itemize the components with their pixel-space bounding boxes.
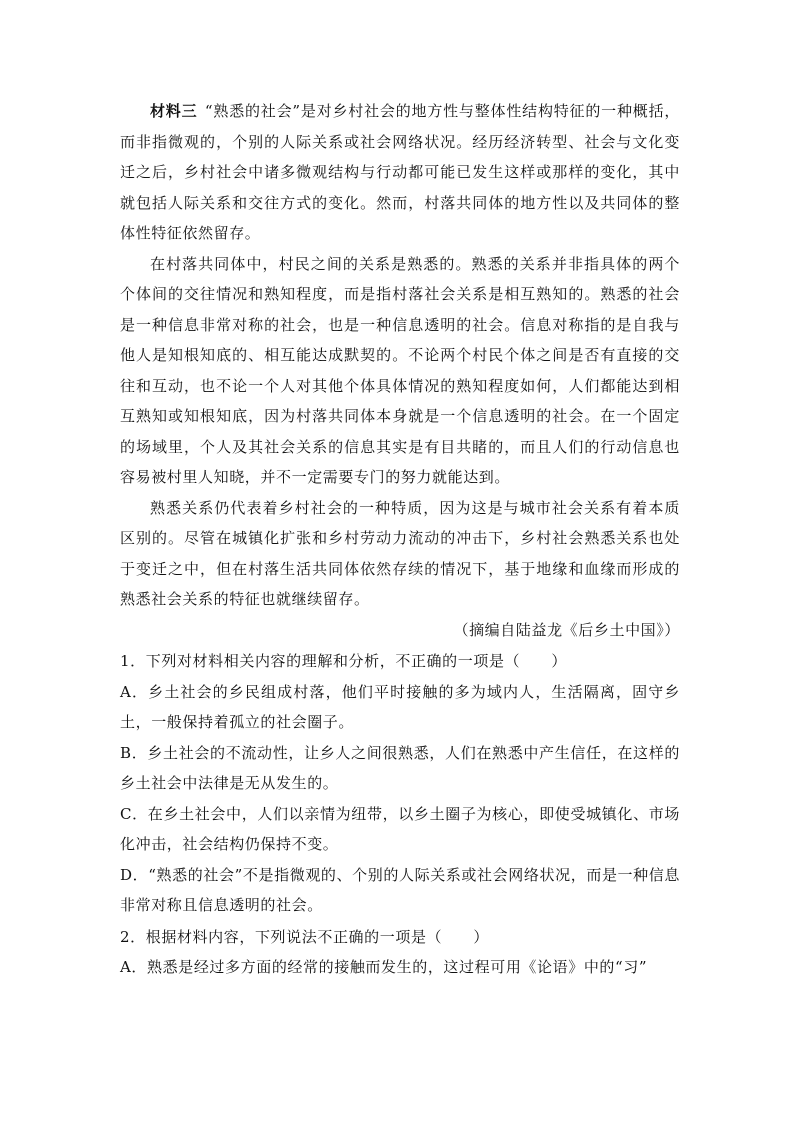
question-1-option-d: D．“熟悉的社会”不是指微观的、个别的人际关系或社会网络状况，而是一种信息非常对称且信息透明的社会。 <box>120 865 680 914</box>
question-2-stem: 2．根据材料内容，下列说法不正确的一项是（ ） <box>120 927 489 946</box>
question-2-option-a: A．熟悉是经过多方面的经常的接触而发生的，这过程可用《论语》中的“习” <box>120 958 648 976</box>
material-paragraph-3: 熟悉关系仍代表着乡村社会的一种特质，因为这是与城市社会关系有着本质区别的。尽管在城镇化扩张和乡村劳动力流动的冲击下，乡村社会熟悉关系也处于变迁之中，但在村落生活共同体依然存续的情况下，基于地缘和血缘而形成的熟悉社会关系的特征也就继续留存。 <box>120 498 680 608</box>
source-citation: （摘编自陆益龙《后乡土中国》） <box>453 620 680 639</box>
question-1-stem: 1．下列对材料相关内容的理解和分析，不正确的一项是（ ） <box>120 652 567 670</box>
material-label: 材料三 <box>150 102 198 120</box>
document-content <box>120 96 680 983</box>
question-1-option-a: A．乡土社会的乡民组成村落，他们平时接触的多为域内人，生活隔离，固守乡土，一般保持着孤立的社会圈子。 <box>120 682 680 731</box>
material-paragraph-1 <box>120 96 680 249</box>
material-paragraph-1-text: “熟悉的社会”是对乡村社会的地方性与整体性结构特征的一种概括，而非指微观的，个别的人际关系或社会网络状况。经历经济转型、社会与文化变迁之后，乡村社会中诸多微观结构与行动都可能已发生这样或那样的变化，其中就包括人际关系和交往方式的变化。然而，村落共同体的地方性以及共同体的整体性特征依然留存。 <box>120 102 680 242</box>
question-1-option-c: C．在乡土社会中，人们以亲情为纽带，以乡土圈子为核心，即使受城镇化、市场化冲击，社会结构仍保持不变。 <box>120 804 680 853</box>
material-paragraph-2: 在村落共同体中，村民之间的关系是熟悉的。熟悉的关系并非指具体的两个个体间的交往情况和熟知程度，而是指村落社会关系是相互熟知的。熟悉的社会是一种信息非常对称的社会，也是一种信息透明的社会。信息对称指的是自我与他人是知根知底的、相互能达成默契的。不论两个村民个体之间是否有直接的交往和互动，也不论一个人对其他个体具体情况的熟知程度如何，人们都能达到相互熟知或知根知底，因为村落共同体本身就是一个信息透明的社会。在一个固定的场域里，个人及其社会关系的信息其实是有目共睹的，而且人们的行动信息也容易被村里人知晓，并不一定需要专门的努力就能达到。 <box>120 254 680 486</box>
question-1-option-b: B．乡土社会的不流动性，让乡人之间很熟悉，人们在熟悉中产生信任，在这样的乡土社会中法律是无从发生的。 <box>120 743 680 792</box>
